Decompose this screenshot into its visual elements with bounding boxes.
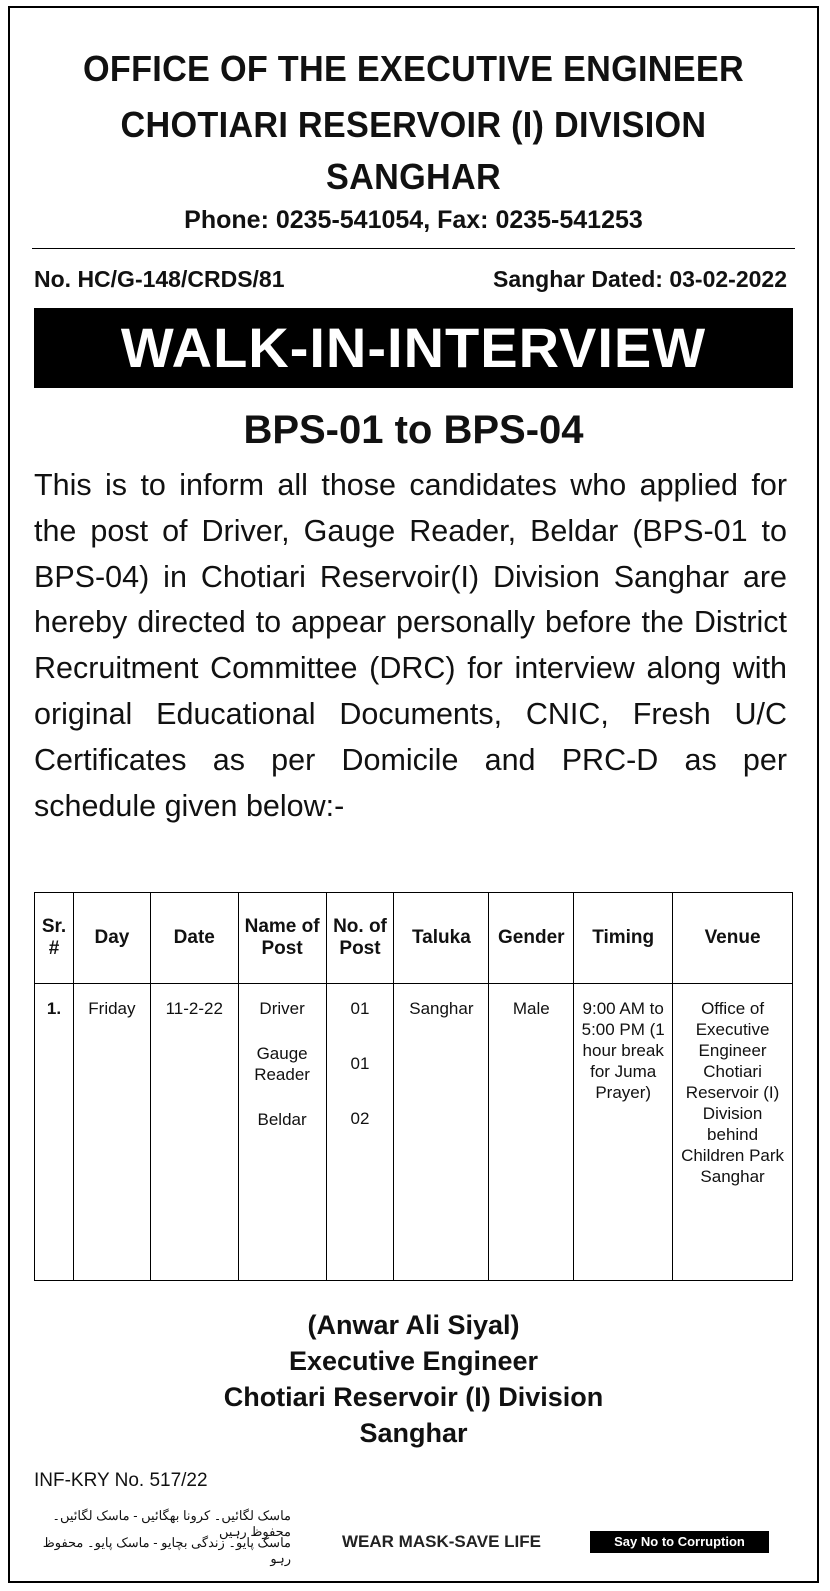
- header-count: No. of Post: [326, 893, 394, 984]
- count-beldar: 02: [350, 1109, 370, 1128]
- contact-line: Phone: 0235-541054, Fax: 0235-541253: [184, 206, 643, 234]
- header-venue: Venue: [673, 893, 793, 984]
- city-title: SANGHAR: [326, 156, 501, 197]
- anti-corruption-badge: Say No to Corruption: [590, 1531, 769, 1553]
- walk-in-interview-banner: WALK-IN-INTERVIEW: [34, 308, 793, 388]
- issue-date: Sanghar Dated: 03-02-2022: [492, 266, 787, 292]
- advertisement-page: [8, 6, 819, 1583]
- inf-number: INF-KRY No. 517/22: [34, 1470, 208, 1491]
- count-gauge-reader: 01: [350, 1054, 370, 1073]
- office-title: OFFICE OF THE EXECUTIVE ENGINEER: [83, 48, 744, 89]
- reference-number: No. HC/G-148/CRDS/81: [34, 266, 285, 292]
- signatory-name: (Anwar Ali Siyal): [307, 1310, 520, 1340]
- cell-gender: Male: [489, 984, 574, 1281]
- count-driver: 01: [350, 999, 370, 1018]
- header-taluka: Taluka: [394, 893, 489, 984]
- header-sr: Sr. #: [35, 893, 74, 984]
- cell-posts: [238, 984, 326, 1281]
- grade-range: BPS-01 to BPS-04: [243, 408, 584, 452]
- header-divider: [32, 248, 795, 249]
- urdu-slogan-1: ماسک لگائیں۔ کرونا بھگائیں - ماسک لگائیں۔ محفوظ رہیں: [52, 1508, 291, 1539]
- urdu-slogan-2: ماسک پایو۔ زندگی بچایو - ماسک پایو۔ محفوظ رہو: [42, 1535, 291, 1566]
- header-date: Date: [150, 893, 238, 984]
- cell-venue: Office of Executive Engineer Chotiari Reservoir (I) Division behind Children Park Sanghar: [673, 984, 793, 1281]
- cell-counts: [326, 984, 394, 1281]
- header-post: Name of Post: [238, 893, 326, 984]
- post-driver: Driver: [259, 999, 305, 1018]
- division-title: CHOTIARI RESERVOIR (I) DIVISION: [120, 104, 707, 145]
- table-header-row: [35, 893, 793, 984]
- signatory-place: Sanghar: [359, 1418, 468, 1448]
- post-gauge-reader: Gauge Reader: [254, 1044, 310, 1084]
- cell-day: Friday: [73, 984, 150, 1281]
- signatory-division: Chotiari Reservoir (I) Division: [223, 1382, 604, 1412]
- cell-date: 11-2-22: [150, 984, 238, 1281]
- header-day: Day: [73, 893, 150, 984]
- table-row: [35, 984, 793, 1281]
- signatory-title: Executive Engineer: [288, 1346, 539, 1376]
- notice-paragraph: This is to inform all those candidates who applied for the post of Driver, Gauge Reader, Beldar (BPS-01 to BPS-04) in Chotiari Reservoir(I) Division Sanghar are hereby directed to appear personally before the District Recruitment Committee (DRC) for interview along with original Educational Documents, CNIC, Fresh U/C Certificates as per Domicile and PRC-D as per schedule given below:-: [34, 468, 787, 823]
- cell-sr: 1.: [35, 984, 74, 1281]
- header-gender: Gender: [489, 893, 574, 984]
- header-timing: Timing: [574, 893, 673, 984]
- cell-timing: 9:00 AM to 5:00 PM (1 hour break for Juma Prayer): [574, 984, 673, 1281]
- cell-taluka: Sanghar: [394, 984, 489, 1281]
- post-beldar: Beldar: [257, 1110, 307, 1129]
- interview-schedule-table: [34, 892, 793, 1281]
- mask-slogan: WEAR MASK-SAVE LIFE: [342, 1532, 541, 1551]
